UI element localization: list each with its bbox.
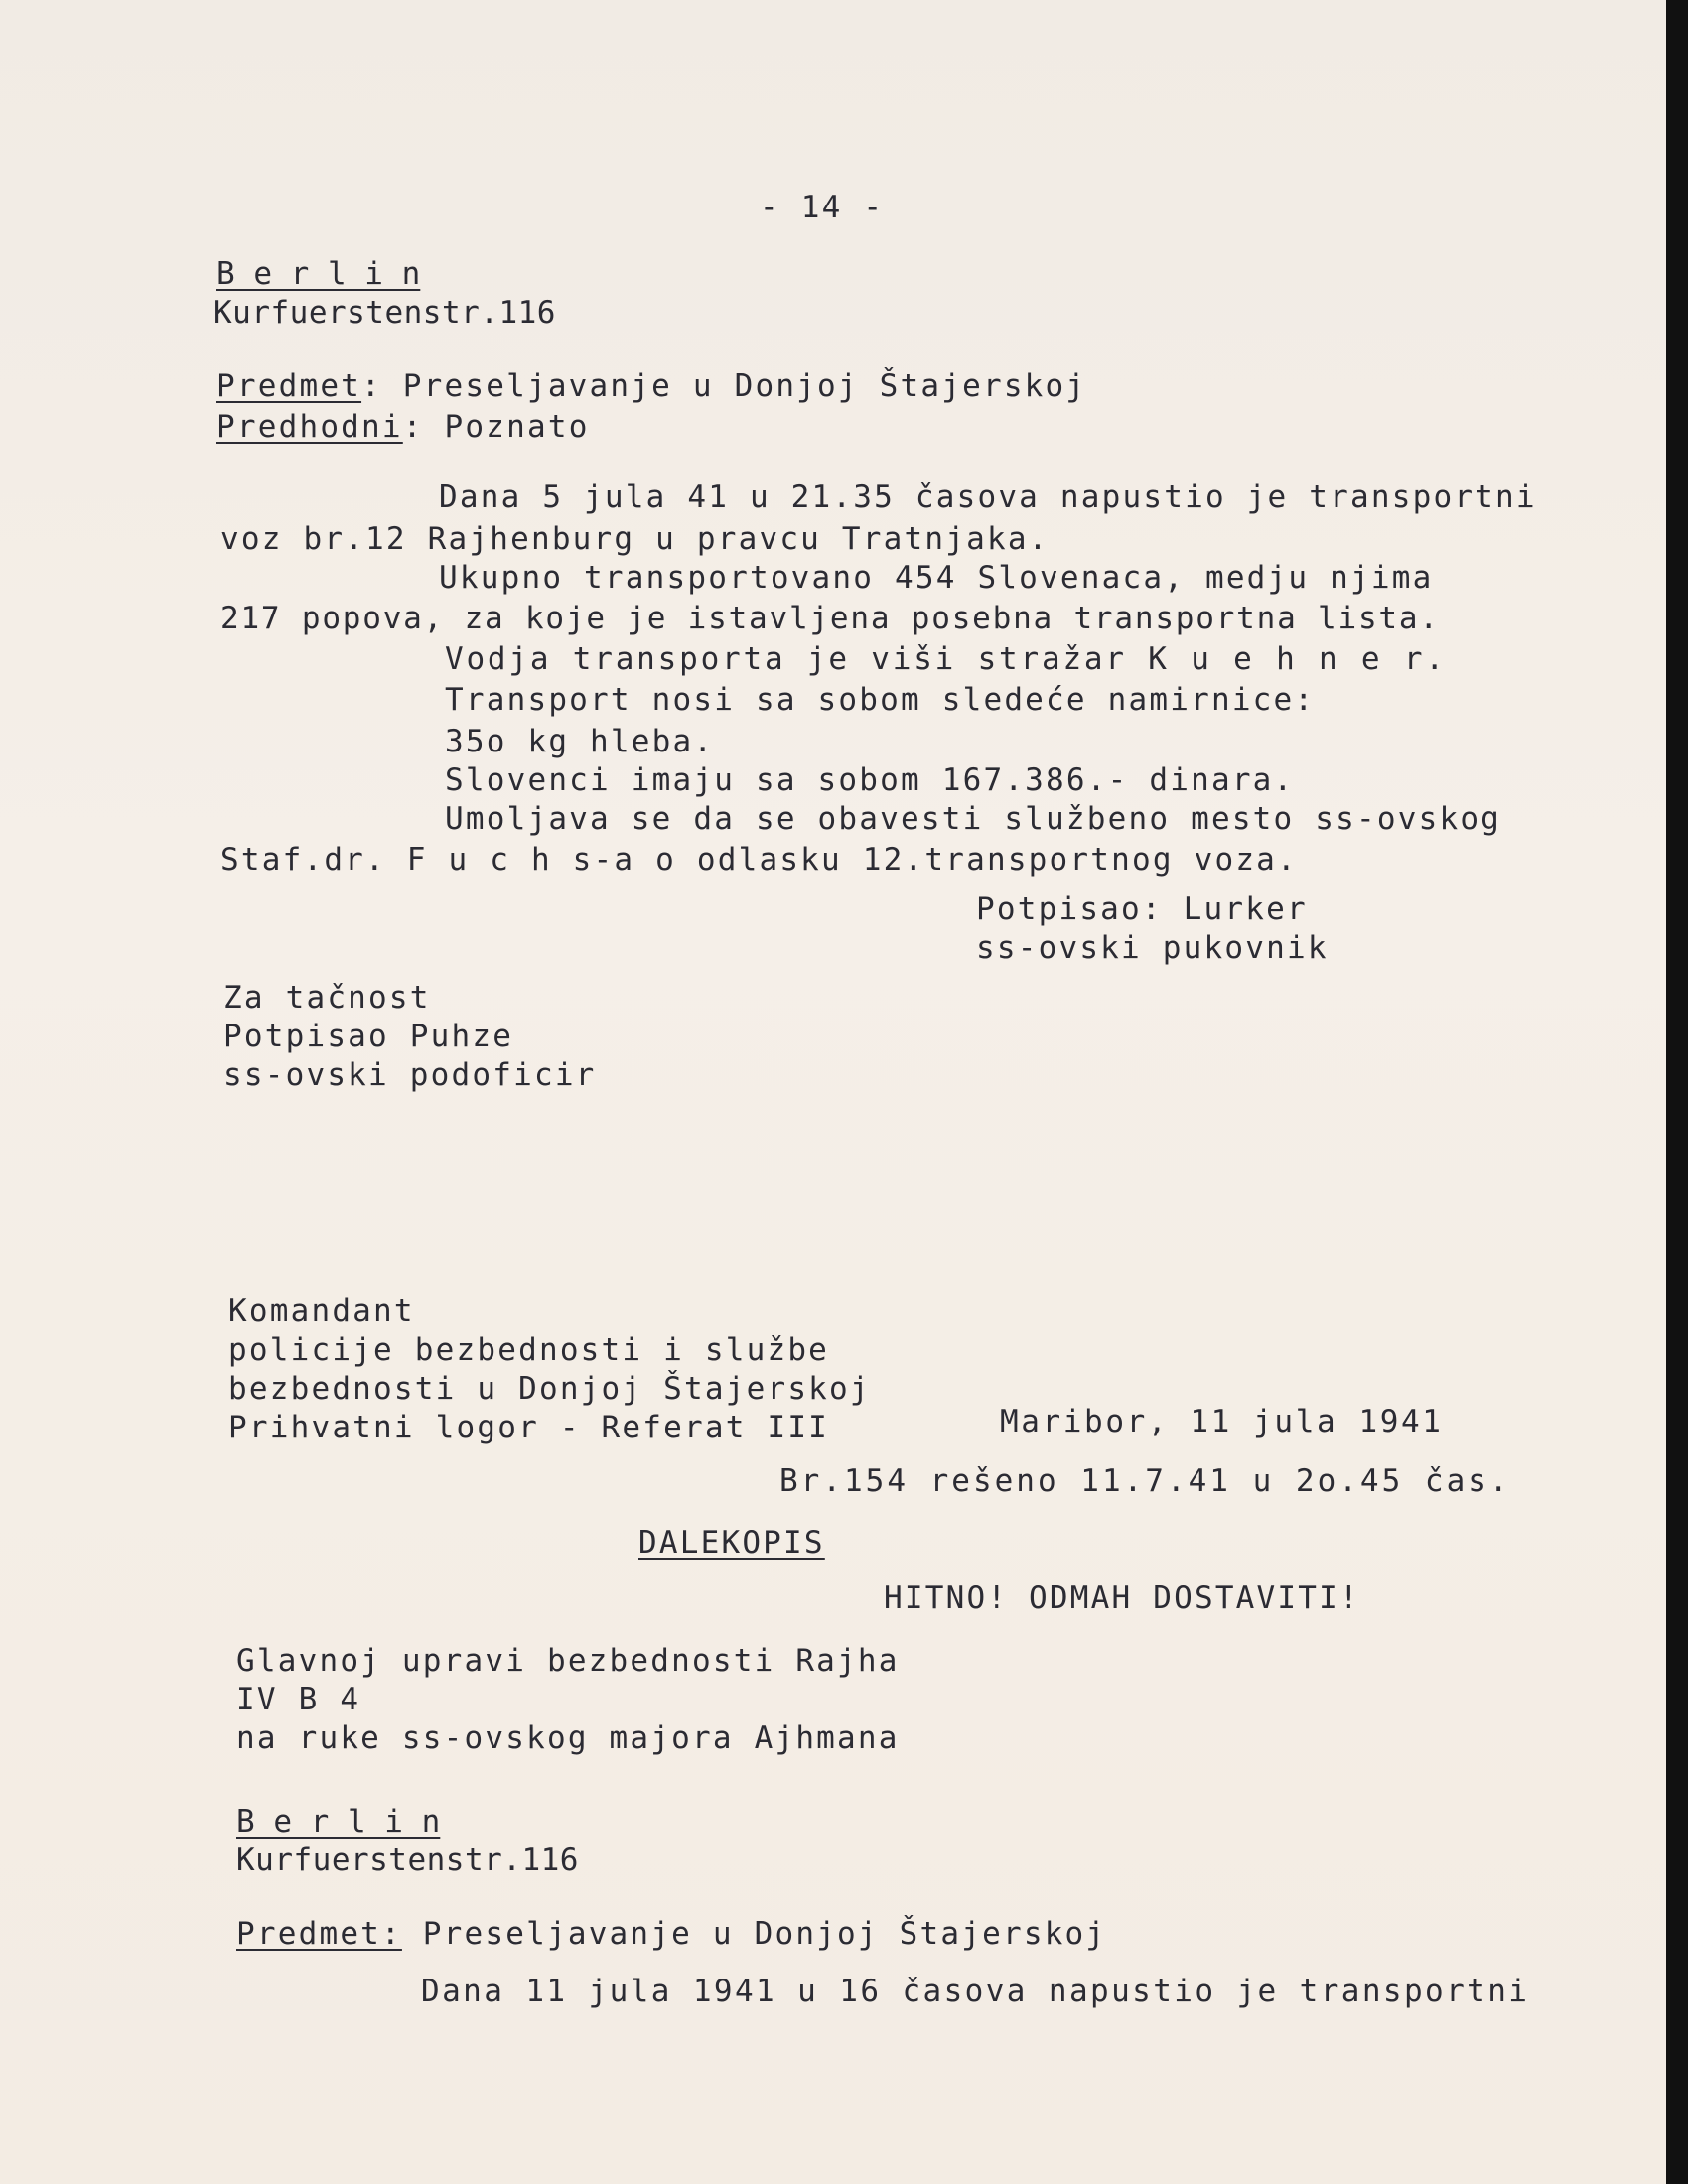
accuracy-line: Za tačnost xyxy=(223,980,431,1016)
subject-label: Predmet: xyxy=(236,1916,402,1952)
page-number: - 14 - xyxy=(760,190,885,225)
subject-value: : Preseljavanje u Donjoj Štajerskoj xyxy=(361,368,1087,404)
subject-line xyxy=(216,367,1086,405)
body-line: Umoljava se da se obavesti službeno mesto ss-ovskog xyxy=(445,801,1502,837)
accuracy-line: ss-ovski podoficir xyxy=(223,1057,597,1093)
place-date: Maribor, 11 jula 1941 xyxy=(1000,1404,1444,1439)
prior-label: Predhodni xyxy=(216,409,403,445)
document-type: DALEKOPIS xyxy=(638,1525,825,1561)
body-line: voz br.12 Rajhenburg u pravcu Tratnjaka. xyxy=(220,521,1050,557)
reference-number: Br.154 rešeno 11.7.41 u 2o.45 čas. xyxy=(779,1463,1511,1499)
subject-line xyxy=(236,1915,1106,1953)
body-line: Dana 5 jula 41 u 21.35 časova napustio je transportni xyxy=(439,479,1537,515)
recipient-line: Glavnoj upravi bezbednosti Rajha xyxy=(236,1643,900,1679)
body-line: Transport nosi sa sobom sledeće namirnice: xyxy=(445,682,1316,718)
subject-label: Predmet xyxy=(216,368,362,404)
body-line: Staf.dr. F u c h s-a o odlasku 12.transportnog voza. xyxy=(220,842,1298,878)
sender-line: policije bezbednosti i službe xyxy=(228,1332,830,1368)
sender-line: Komandant xyxy=(228,1294,415,1329)
recipient-line: IV B 4 xyxy=(236,1682,361,1717)
body-line: Dana 11 jula 1941 u 16 časova napustio je transportni xyxy=(421,1974,1530,2009)
signature-rank: ss-ovski pukovnik xyxy=(976,930,1329,966)
urgent-notice: HITNO! ODMAH DOSTAVITI! xyxy=(884,1580,1360,1616)
scan-edge xyxy=(1666,0,1688,2184)
prior-value: : Poznato xyxy=(402,409,590,445)
sender-line: bezbednosti u Donjoj Štajerskoj xyxy=(228,1371,871,1407)
prior-line xyxy=(216,408,590,446)
body-line: 217 popova, za koje je istavljena posebna transportna lista. xyxy=(220,601,1440,636)
street-address: Kurfuerstenstr.116 xyxy=(236,1843,579,1878)
recipient-line: na ruke ss-ovskog majora Ajhmana xyxy=(236,1720,900,1756)
body-line: Slovenci imaju sa sobom 167.386.- dinara. xyxy=(445,762,1295,798)
accuracy-line: Potpisao Puhze xyxy=(223,1019,514,1054)
subject-value: Preseljavanje u Donjoj Štajerskoj xyxy=(401,1916,1107,1952)
body-line: 35o kg hleba. xyxy=(445,724,715,759)
city-heading: B e r l i n xyxy=(216,256,421,292)
signature-line: Potpisao: Lurker xyxy=(976,891,1308,927)
body-line: Vodja transporta je viši stražar K u e h n e r. xyxy=(445,641,1447,677)
street-address: Kurfuerstenstr.116 xyxy=(213,295,556,331)
sender-line: Prihvatni logor - Referat III xyxy=(228,1410,830,1445)
city-heading: B e r l i n xyxy=(236,1804,441,1840)
body-line: Ukupno transportovano 454 Slovenaca, medju njima xyxy=(439,560,1434,596)
